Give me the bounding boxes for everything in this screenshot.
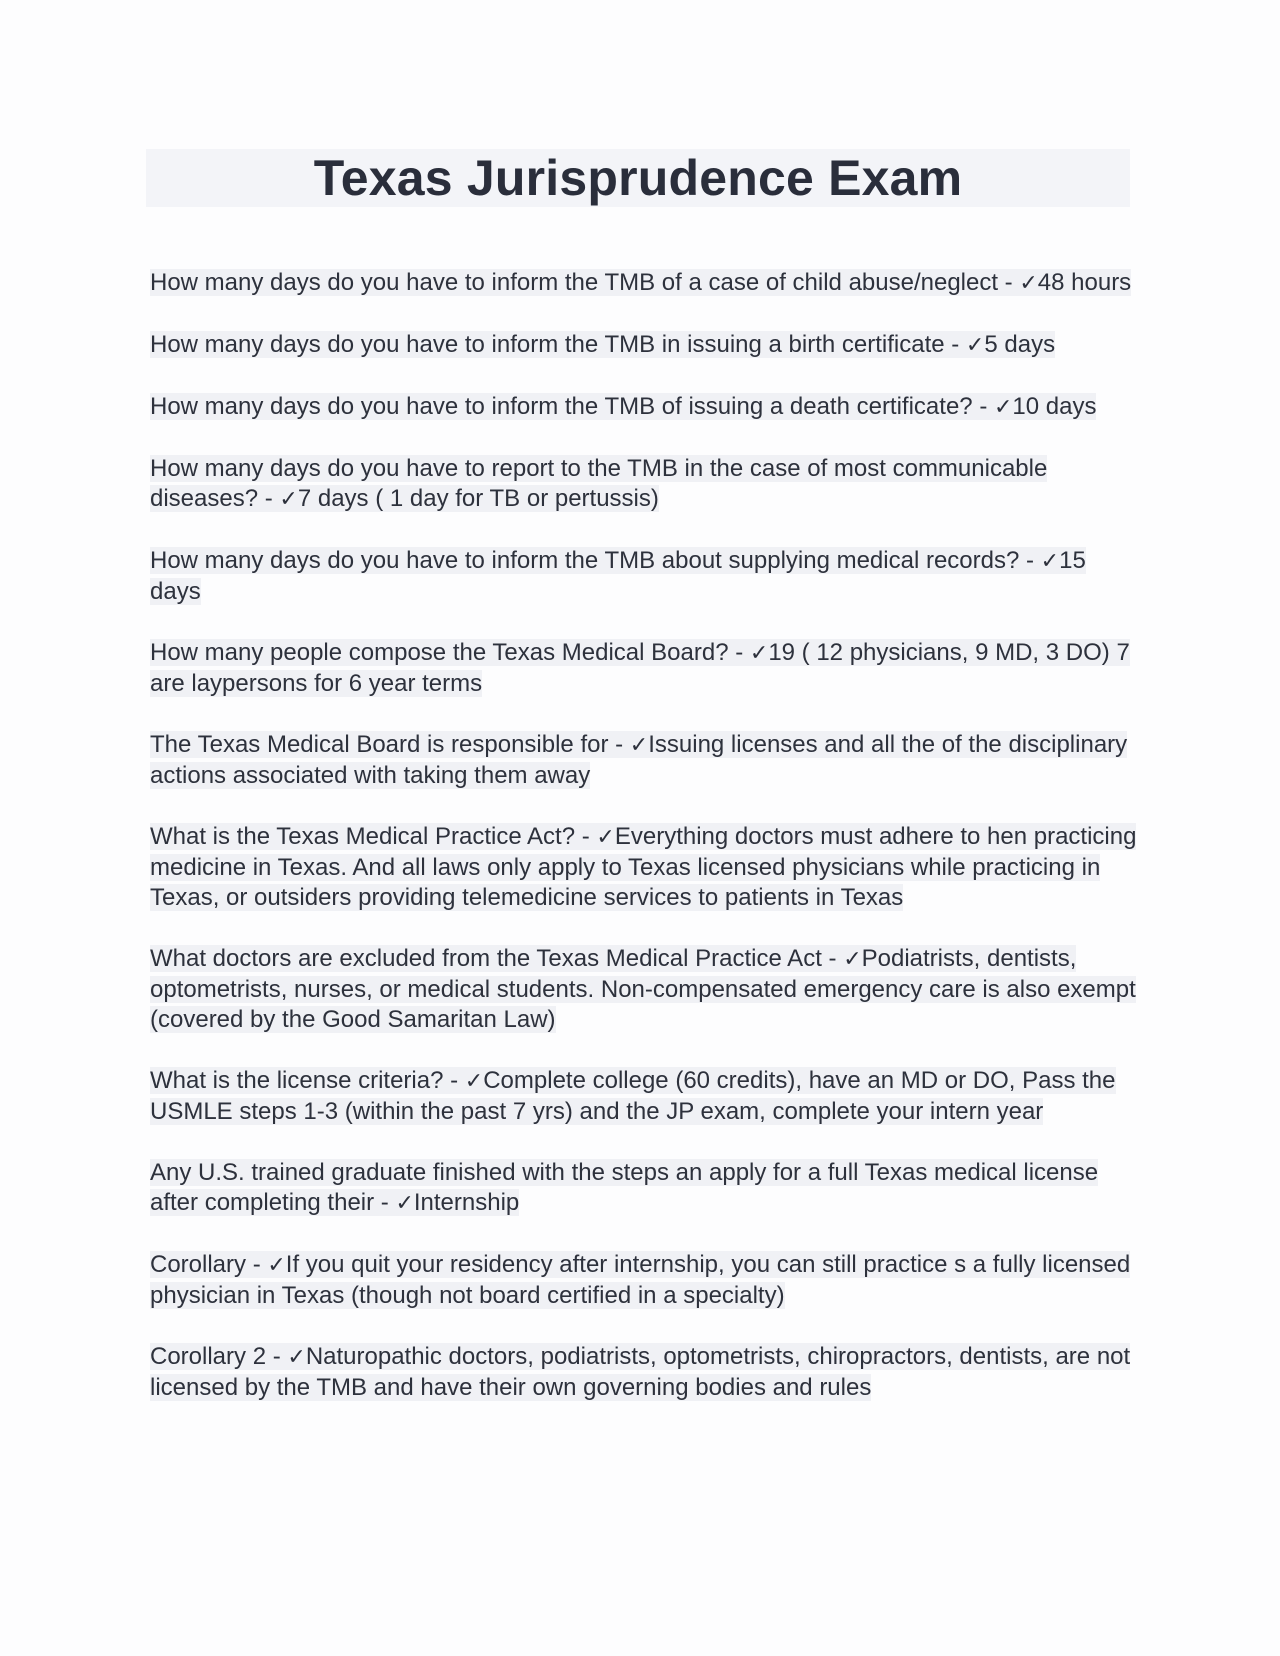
answer-text: Podiatrists, dentists, optometrists, nurses, or medical students. Non-compensated emergency care is also exempt (covered by the Good Samaritan Law) — [150, 945, 1136, 1033]
question-text: How many days do you have to inform the TMB in issuing a birth certificate - — [150, 331, 966, 358]
answer-text: 7 days ( 1 day for TB or pertussis) — [297, 485, 659, 512]
qa-item — [150, 454, 1140, 515]
qa-highlight — [150, 1343, 1130, 1401]
checkmark-icon: ✓ — [267, 1253, 286, 1278]
question-text: How many days do you have to inform the TMB about supplying medical records? - — [150, 547, 1041, 574]
qa-item — [150, 730, 1140, 791]
qa-highlight — [150, 1067, 1116, 1125]
qa-highlight — [150, 269, 1131, 296]
qa-highlight — [150, 393, 1096, 420]
qa-item — [150, 392, 1140, 423]
checkmark-icon: ✓ — [464, 1069, 484, 1094]
qa-item — [150, 1158, 1140, 1219]
qa-item — [150, 1066, 1140, 1127]
qa-item — [150, 546, 1140, 607]
question-text: How many days do you have to report to the TMB in the case of most communicable diseases? - — [150, 455, 1048, 512]
qa-highlight — [150, 823, 1136, 911]
question-text: Corollary - — [150, 1251, 268, 1278]
page-title: Texas Jurisprudence Exam — [313, 150, 963, 206]
checkmark-icon: ✓ — [279, 487, 298, 512]
answer-text: If you quit your residency after internship, you can still practice s a fully licensed physician in Texas (though not board certified in a specialty) — [150, 1251, 1131, 1309]
answer-text: 19 ( 12 physicians, 9 MD, 3 DO) 7 are laypersons for 6 year terms — [150, 639, 1130, 697]
question-text: What is the license criteria? - — [150, 1067, 465, 1094]
question-text: How many people compose the Texas Medical Board? - — [150, 639, 750, 666]
answer-text: Internship — [413, 1189, 520, 1216]
qa-item — [150, 268, 1140, 299]
checkmark-icon: ✓ — [1019, 271, 1038, 296]
question-text: Corollary 2 - — [150, 1343, 288, 1370]
answer-text: Complete college (60 credits), have an MD or DO, Pass the USMLE steps 1-3 (within the past 7 yrs) and the JP exam, complete your intern year — [150, 1067, 1116, 1125]
qa-list — [150, 268, 1140, 1434]
qa-highlight — [150, 455, 1047, 512]
qa-highlight — [150, 731, 1127, 789]
question-text: The Texas Medical Board is responsible for - — [150, 731, 630, 758]
checkmark-icon: ✓ — [629, 733, 649, 758]
checkmark-icon: ✓ — [843, 947, 862, 972]
checkmark-icon: ✓ — [965, 333, 985, 358]
checkmark-icon: ✓ — [596, 825, 615, 850]
qa-highlight — [150, 639, 1130, 697]
question-text: Any U.S. trained graduate finished with the steps an apply for a full Texas medical license after completing their - — [150, 1159, 1099, 1216]
qa-highlight — [150, 1251, 1130, 1309]
qa-highlight — [150, 331, 1055, 358]
answer-text: Issuing licenses and all the of the disciplinary actions associated with taking them away — [150, 731, 1128, 789]
question-text: What doctors are excluded from the Texas Medical Practice Act - — [150, 945, 844, 972]
answer-text: 15 days — [150, 547, 1086, 605]
qa-highlight — [150, 945, 1136, 1033]
checkmark-icon: ✓ — [993, 395, 1013, 420]
answer-text: Everything doctors must adhere to hen practicing medicine in Texas. And all laws only apply to Texas licensed physicians while practicing in Texas, or outsiders providing telemedicine services to patients in Texas — [150, 823, 1137, 911]
title-banner — [146, 149, 1130, 207]
checkmark-icon: ✓ — [749, 641, 769, 666]
question-text: What is the Texas Medical Practice Act? - — [150, 823, 597, 850]
question-text: How many days do you have to inform the TMB of a case of child abuse/neglect - — [150, 269, 1020, 296]
qa-highlight — [150, 547, 1086, 605]
answer-text: Naturopathic doctors, podiatrists, optometrists, chiropractors, dentists, are not licensed by the TMB and have their own governing bodies and rules — [150, 1343, 1131, 1401]
qa-item — [150, 1250, 1140, 1311]
qa-item — [150, 330, 1140, 361]
qa-item — [150, 638, 1140, 699]
question-text: How many days do you have to inform the TMB of issuing a death certificate? - — [150, 393, 994, 420]
checkmark-icon: ✓ — [395, 1191, 414, 1216]
qa-item — [150, 1342, 1140, 1403]
qa-item — [150, 822, 1140, 913]
qa-item — [150, 944, 1140, 1035]
qa-highlight — [150, 1159, 1098, 1216]
answer-text: 48 hours — [1037, 269, 1132, 296]
checkmark-icon: ✓ — [1040, 549, 1060, 574]
answer-text: 5 days — [984, 331, 1056, 358]
checkmark-icon: ✓ — [287, 1345, 306, 1370]
answer-text: 10 days — [1012, 393, 1097, 420]
